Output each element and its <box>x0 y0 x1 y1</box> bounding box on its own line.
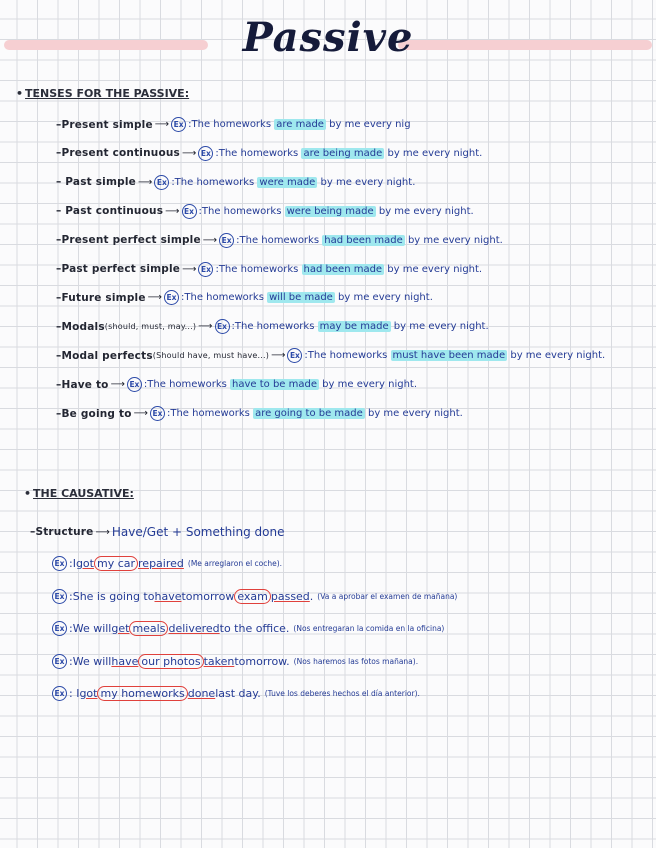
causative-object: my homeworks <box>97 686 187 701</box>
structure-rule: Have/Get + Something done <box>111 525 285 539</box>
arrow-icon: ⟶ <box>147 292 162 304</box>
example-rest: tomorrow. <box>234 654 290 668</box>
tense-label: –Modals <box>56 320 105 333</box>
tenses-heading-bullet: • <box>16 87 24 100</box>
example-sentence <box>181 292 433 303</box>
example-sentence <box>171 177 415 188</box>
example-icon: Ex <box>182 204 197 219</box>
example-icon: Ex <box>219 233 234 248</box>
example-sentence <box>188 119 410 130</box>
tense-label: –Present perfect simple <box>56 234 201 247</box>
tense-label: –Have to <box>56 378 109 391</box>
tense-row <box>56 290 433 305</box>
arrow-icon: ⟶ <box>137 176 153 188</box>
tense-label: –Be going to <box>56 407 132 420</box>
passive-verb-highlight: are made <box>276 119 324 130</box>
sentence-subject: :The homeworks <box>188 119 275 130</box>
arrow-icon: ⟶ <box>198 321 213 333</box>
arrow-icon: ⟶ <box>202 234 218 246</box>
example-subject: :I <box>69 557 76 570</box>
arrow-icon: ⟶ <box>271 350 286 362</box>
sentence-agent: by me every night. <box>334 292 433 304</box>
causative-heading-bullet: • <box>24 487 32 500</box>
tense-sublabel: (Should have, must have...) <box>152 351 270 361</box>
tense-label: – Past simple <box>56 176 136 189</box>
example-subject: : I <box>69 687 80 700</box>
tense-row <box>56 406 463 421</box>
example-icon: Ex <box>164 290 179 305</box>
arrow-icon: ⟶ <box>95 526 110 538</box>
tense-label: –Present continuous <box>56 147 180 160</box>
causative-object: our photos <box>138 654 203 669</box>
tense-row <box>56 319 489 334</box>
tense-label: –Future simple <box>56 291 146 304</box>
sentence-subject: :The homeworks <box>215 263 302 275</box>
example-subject: :She is going to <box>69 589 155 603</box>
example-icon: Ex <box>154 175 169 190</box>
example-icon: Ex <box>52 686 67 701</box>
tense-row <box>56 233 503 248</box>
passive-verb-highlight: are being made <box>303 147 383 159</box>
translation-note: (Nos entregaran la comida en la oficina) <box>293 624 445 633</box>
sentence-agent: by me every night. <box>384 263 483 275</box>
example-icon: Ex <box>52 589 67 604</box>
causative-heading-text: THE CAUSATIVE: <box>33 487 134 500</box>
passive-verb-highlight: will be made <box>269 292 333 304</box>
sentence-subject: :The homeworks <box>231 321 318 333</box>
sentence-subject: :The homeworks <box>181 292 268 304</box>
causative-verb: have <box>111 654 139 668</box>
sentence-agent: by me every night. <box>319 379 418 391</box>
example-sentence <box>236 235 503 246</box>
sentence-subject: :The homeworks <box>304 350 391 362</box>
tense-sublabel: (should, must, may...) <box>104 322 197 332</box>
example-sentence <box>215 264 482 275</box>
structure-label: –Structure <box>30 526 94 538</box>
arrow-icon: ⟶ <box>133 408 148 419</box>
tense-row <box>56 175 415 190</box>
passive-verb-highlight: have to be made <box>232 379 317 391</box>
causative-object: meals <box>129 621 168 636</box>
arrow-icon: ⟶ <box>110 379 125 391</box>
example-icon: Ex <box>215 319 230 334</box>
passive-verb-highlight: were being made <box>286 205 374 217</box>
sentence-subject: :The homeworks <box>166 408 254 419</box>
example-sentence <box>215 148 482 159</box>
tense-row <box>56 377 417 392</box>
sentence-agent: by me every night. <box>384 147 483 159</box>
tense-label: –Modal perfects <box>56 349 153 362</box>
example-icon: Ex <box>127 377 142 392</box>
sentence-agent: by me every night. <box>507 350 606 362</box>
passive-verb-highlight: had been made <box>303 263 383 275</box>
structure-row <box>30 525 285 539</box>
causative-verb: got <box>75 557 94 570</box>
sentence-subject: :The homeworks <box>215 147 302 159</box>
passive-verb-highlight: had been made <box>324 234 403 246</box>
past-participle: repaired <box>138 557 184 570</box>
causative-example <box>52 621 444 636</box>
example-icon: Ex <box>198 146 213 161</box>
example-icon: Ex <box>150 406 165 421</box>
tense-label: – Past continuous <box>56 205 164 218</box>
example-icon: Ex <box>198 262 213 277</box>
example-middle: tomorrow <box>181 589 235 603</box>
causative-verb: have <box>154 589 182 603</box>
page-title: Passive <box>242 14 414 61</box>
sentence-subject: :The homeworks <box>198 205 285 217</box>
past-participle: done <box>187 687 216 700</box>
tense-row <box>56 117 411 132</box>
causative-example <box>52 556 282 571</box>
sentence-agent: by me every nig <box>325 119 411 130</box>
arrow-icon: ⟶ <box>182 147 197 159</box>
arrow-icon: ⟶ <box>165 205 180 217</box>
sentence-agent: by me every night. <box>317 176 416 188</box>
past-participle: taken <box>203 654 235 668</box>
sentence-agent: by me every night. <box>404 234 503 246</box>
tense-row <box>56 146 482 161</box>
example-icon: Ex <box>287 348 302 363</box>
sentence-subject: :The homeworks <box>236 234 323 246</box>
causative-example <box>52 589 457 604</box>
example-rest: to the office. <box>219 622 290 635</box>
causative-object: exam <box>234 589 271 604</box>
example-rest: last day. <box>215 687 261 700</box>
translation-note: (Me arreglaron el coche). <box>187 559 283 568</box>
example-sentence <box>232 321 489 332</box>
past-participle: passed <box>270 589 310 603</box>
passive-verb-highlight: may be made <box>319 321 389 333</box>
example-subject: :We will <box>69 654 112 668</box>
translation-note: (Va a aprobar el examen de mañana) <box>317 591 458 601</box>
example-subject: :We will <box>69 622 112 635</box>
sentence-agent: by me every night. <box>390 321 489 333</box>
causative-example <box>52 654 418 669</box>
causative-verb: got <box>79 687 98 700</box>
tense-label: –Past perfect simple <box>56 263 181 275</box>
example-rest: . <box>309 589 314 603</box>
causative-heading <box>24 487 134 500</box>
example-sentence <box>304 350 605 361</box>
arrow-icon: ⟶ <box>182 263 197 275</box>
tense-label: –Present simple <box>56 118 153 131</box>
sentence-subject: :The homeworks <box>143 379 231 391</box>
tenses-heading-text: TENSES FOR THE PASSIVE: <box>25 87 190 100</box>
example-icon: Ex <box>171 117 186 132</box>
example-icon: Ex <box>52 654 67 669</box>
sentence-subject: :The homeworks <box>171 176 258 188</box>
passive-verb-highlight: were made <box>259 176 316 188</box>
tense-row <box>56 204 474 219</box>
tenses-heading <box>16 87 189 100</box>
tense-row <box>56 348 605 363</box>
example-icon: Ex <box>52 556 67 571</box>
arrow-icon: ⟶ <box>154 119 170 130</box>
tense-row <box>56 262 482 277</box>
example-sentence <box>199 206 474 217</box>
passive-verb-highlight: must have been made <box>392 350 506 362</box>
sentence-agent: by me every night. <box>364 408 463 419</box>
translation-note: (Nos haremos las fotos mañana). <box>293 656 419 666</box>
example-sentence <box>144 379 417 390</box>
passive-verb-highlight: are going to be made <box>255 408 363 419</box>
sentence-agent: by me every night. <box>375 205 474 217</box>
causative-verb: get <box>111 622 130 635</box>
translation-note: (Tuve los deberes hechos el día anterior). <box>264 689 420 698</box>
example-sentence <box>167 408 463 419</box>
causative-object: my car <box>94 556 138 571</box>
example-icon: Ex <box>52 621 67 636</box>
causative-example <box>52 686 420 701</box>
past-participle: delivered <box>168 622 220 635</box>
